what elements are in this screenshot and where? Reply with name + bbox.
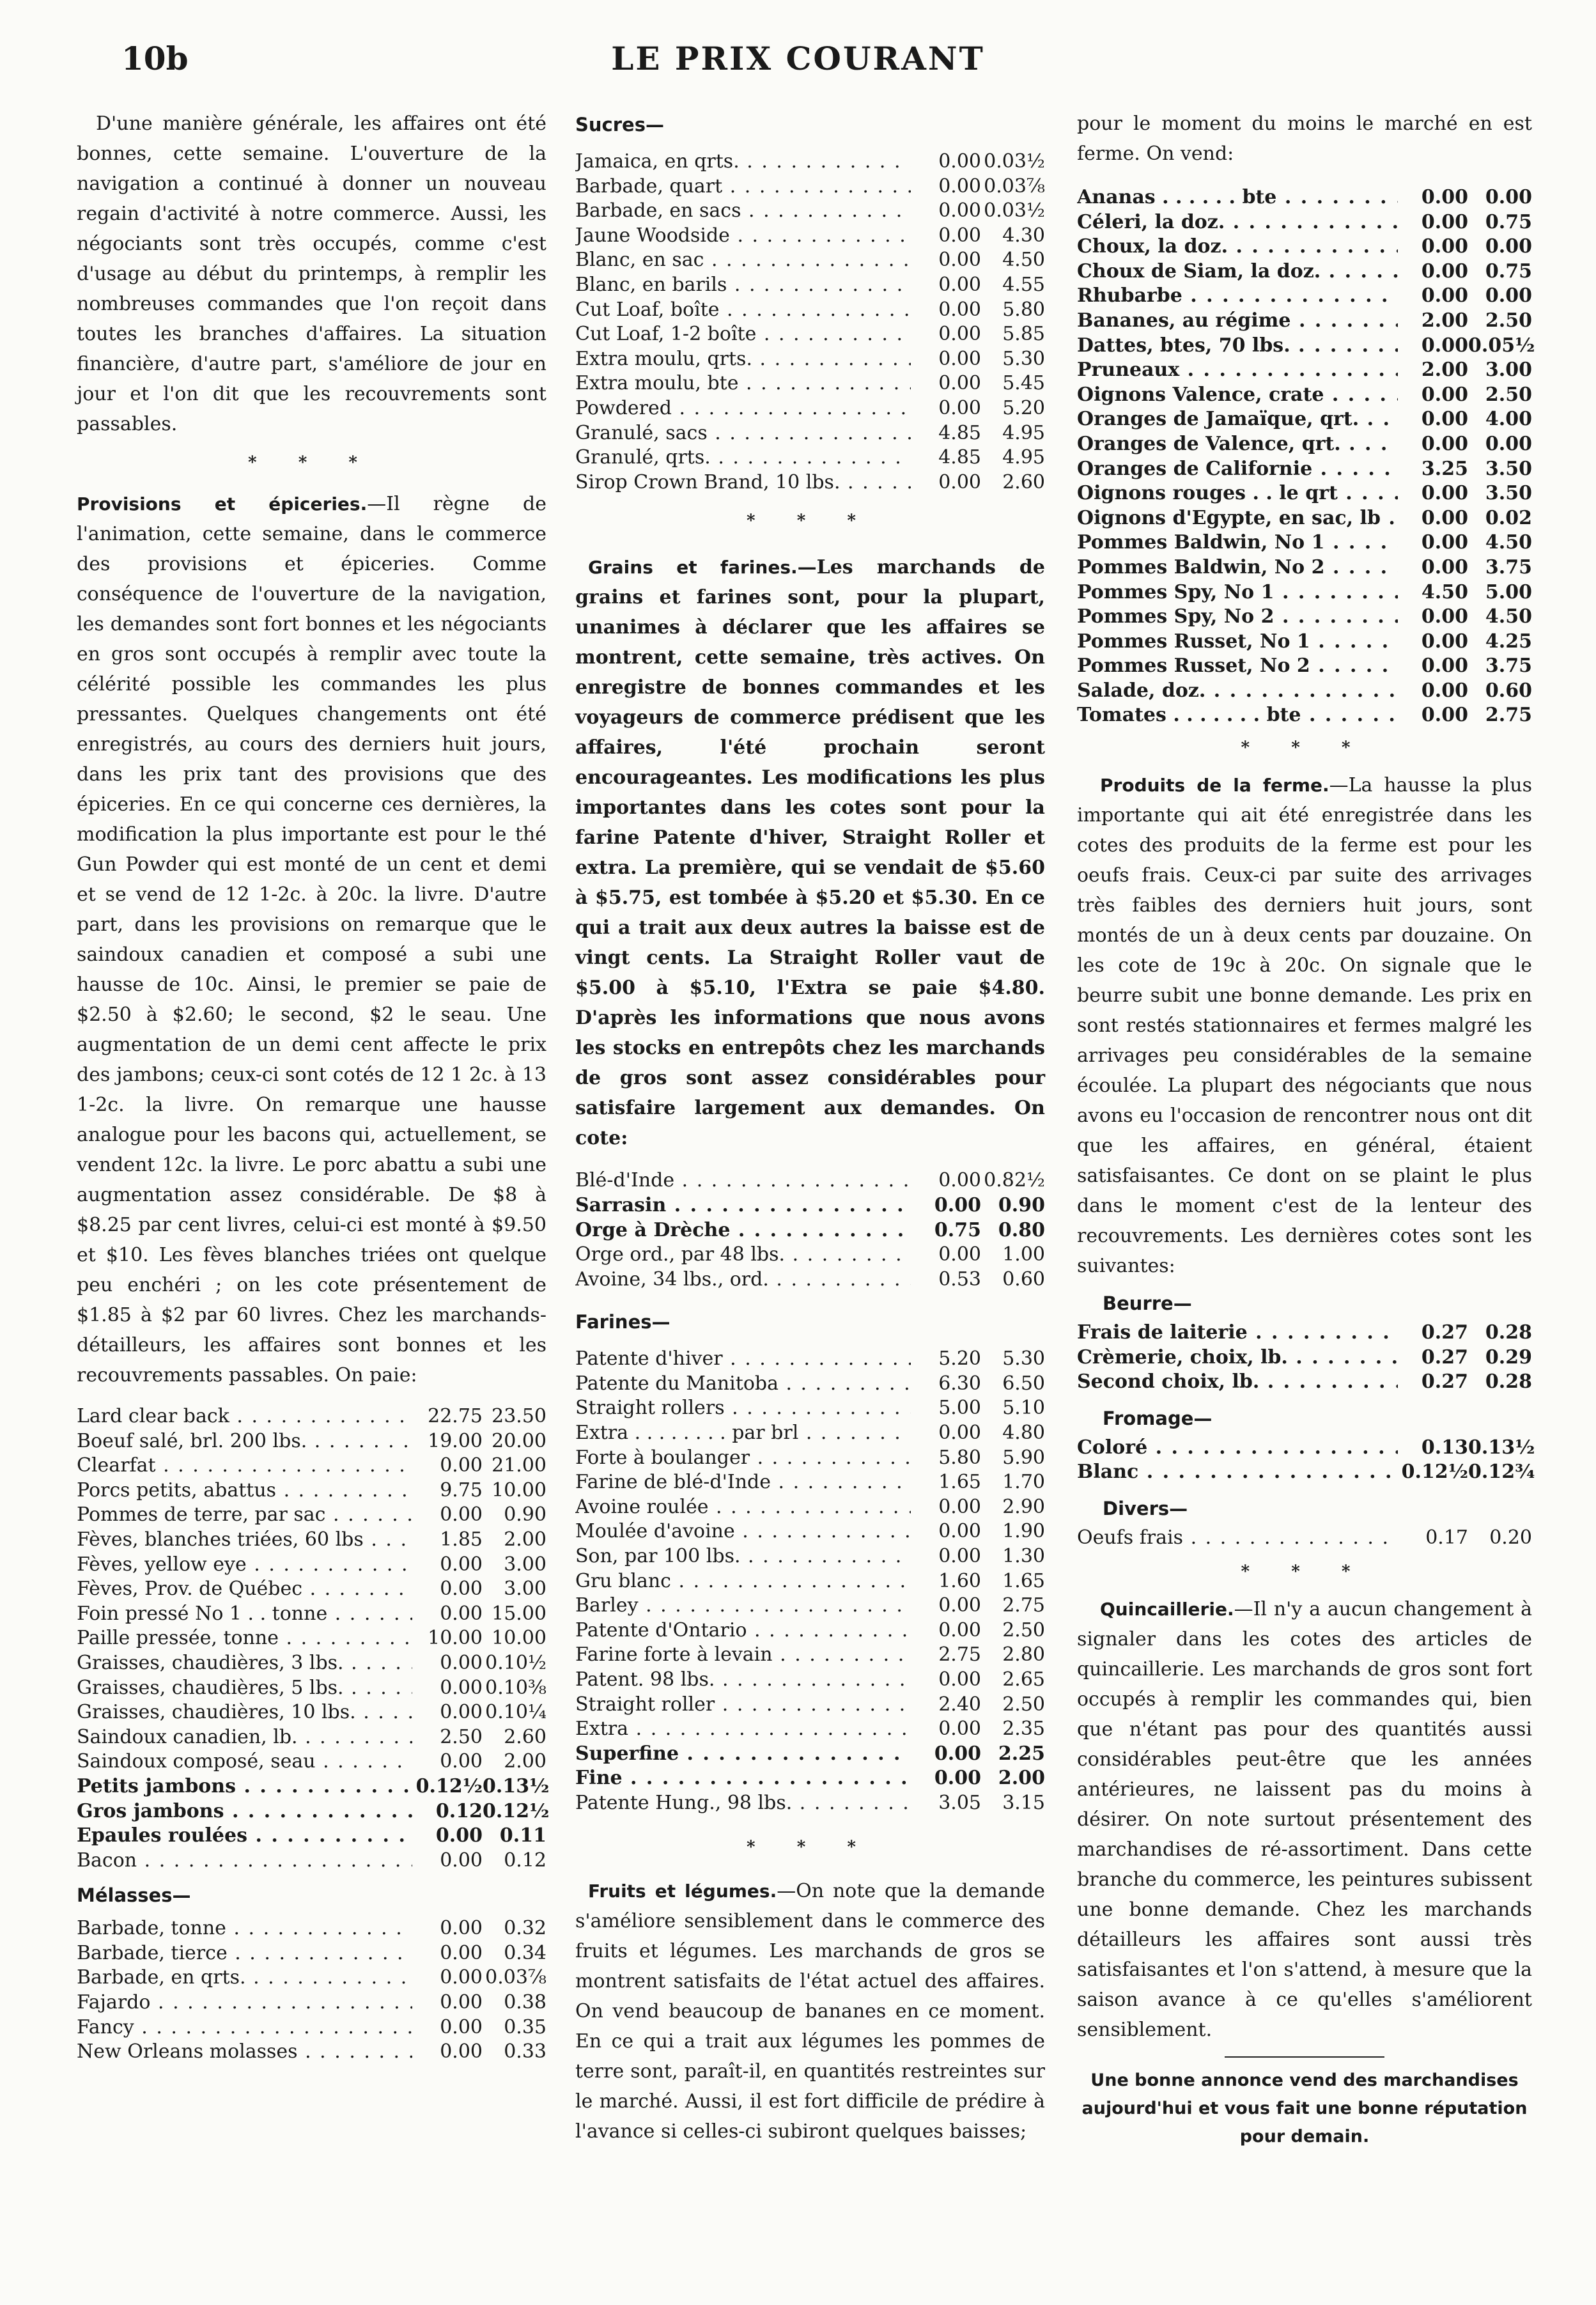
price-row: Pommes Russet, No 2 . . . 0.00 3.75 [1077,654,1532,679]
price-row: Extra . . . 0.00 2.35 [575,1717,1045,1742]
price-row: Bacon . . . 0.00 0.12 [77,1849,546,1874]
divers-heading: Divers— [1103,1498,1188,1520]
price-row: Barbade, quart . . . 0.00 0.03⅞ [575,175,1045,199]
price-row: Oignons Valence, crate . . . 0.00 2.50 [1077,383,1532,408]
fruits-continued: pour le moment du moins le marché en est ferme. On vend: [1077,113,1532,165]
price-row: Patente d'Ontario . . . 0.00 2.50 [575,1618,1045,1643]
beurre-price-table [1077,1321,1532,1395]
fromage-price-table [1077,1436,1535,1485]
price-row: Pommes Russet, No 1 . . . 0.00 4.25 [1077,630,1532,655]
price-row: Blanc, en sac . . . 0.00 4.50 [575,248,1045,273]
price-row: Jaune Woodside . . . 0.00 4.30 [575,224,1045,249]
price-row: Jamaica, en qrts. . . . 0.00 0.03½ [575,150,1045,175]
divider [1225,2056,1384,2058]
price-row: Powdered . . . 0.00 5.20 [575,396,1045,421]
price-row: Son, par 100 lbs. . . . 0.00 1.30 [575,1544,1045,1569]
price-row: Graisses, chaudières, 5 lbs. . . . 0.00 0.10⅜ [77,1676,546,1701]
page-number: 10b [121,40,189,77]
provisions-text: —Il règne de l'animation, cette semaine, dans le commerce des provisions et épiceries. Comme conséquence de l'ouverture de la navigation, les demandes sont fort bonnes et les négociants en gros sont occupés à remplir avec toute la célérité possible les commandes les plus pressantes. Quelques changements ont été enregistrés, au cours des derniers huit jours, dans les prix tant des provisions que des épiceries. En ce qui concerne ces dernières, la modification la plus importante est pour le thé Gun Powder qui est monté de un cent et demi et se vend de 12 1-2c. à 20c. la livre. D'autre part, dans les provisions on remarque que le saindoux canadien et composé a subi une hausse de 10c. Ainsi, le premier se paie de $2.50 à $2.60; le second, $2 le seau. Une augmentation de un demi cent affecte le prix des jambons; ceux-ci sont cotés de 12 1 2c. à 13 1-2c. la livre. On remarque une hausse analogue pour les bacons qui, actuellement, se vendent 12c. la livre. Le porc abattu a subi une augmentation assez considérable. De $8 à $8.25 par cent livres, celui-ci est monté à $9.50 et $10. Les fèves blanches triées ont quelque peu enchéri ; on les cote présentement de $1.85 à $2 par 60 livres. Chez les marchands-détailleurs, les affaires sont bonnes et les recouvrements passables. On paie: [77,493,546,1386]
price-row: Coloré . . . 0.13 0.13½ [1077,1436,1532,1461]
price-row: Straight rollers . . . 5.00 5.10 [575,1396,1045,1421]
fruits-heading: Fruits et légumes. [588,1880,777,1902]
price-row: Tomates . . . . . . . bte . . . 0.00 2.75 [1077,703,1532,728]
section-separator: * * * [1241,1562,1368,1581]
sucres-heading: Sucres— [575,114,664,136]
price-row: Avoine, 34 lbs., ord. . . . 0.53 0.60 [575,1268,1045,1292]
price-row: Farine forte à levain . . . 2.75 2.80 [575,1643,1045,1668]
price-row: Barbade, en qrts. . . . 0.00 0.03⅞ [77,1966,546,1991]
grains-price-table [575,1168,1045,1292]
price-row: Barbade, en sacs . . . 0.00 0.03½ [575,199,1045,224]
price-row: Rhubarbe . . . 0.00 0.00 [1077,284,1532,309]
column-2 [575,109,1045,2146]
melasses-price-table [77,1916,546,2065]
intro-paragraph: D'une manière générale, les affaires ont été bonnes, cette semaine. L'ouverture de la navigation a continué à donner un nouveau regain d'activité à notre commerce. Aussi, les négociants sont très occupés, comme c'est d'usage au début du printemps, à remplir les nombreuses commandes que l'on reçoit dans toutes les branches d'affaires. La situation financière, d'autre part, s'améliore de jour en jour et l'on dit que les recouvrements sont passables. [77,113,546,435]
price-row: Superfine . . . 0.00 2.25 [575,1742,1045,1767]
price-row: Extra moulu, qrts. . . . 0.00 5.30 [575,347,1045,372]
divers-price-table [1077,1526,1532,1551]
fromage-heading: Fromage— [1103,1407,1212,1429]
price-row: Bananes, au régime . . . 2.00 2.50 [1077,309,1532,334]
price-row: Extra moulu, bte . . . 0.00 5.45 [575,371,1045,396]
quincaillerie-text: —Il n'y a aucun changement à signaler dans les cotes des articles de quincaillerie. Les marchands de gros sont fort occupés à remplir les commandes qui, bien que n'étant pas pour des quantités aussi considérables peut-être que les années antérieures, ne laissent pas du moins à désirer. On note surtout présentement des marchandises de ré-assortiment. Dans cette branche du commerce, les peintures subissent une bonne demande. Chez les marchands détailleurs les affaires sont aussi très satisfaisantes et l'on s'attend, à mesure que la saison avance à ce qu'elles s'améliorent sensiblement. [1077,1597,1532,2041]
price-row: Cut Loaf, 1-2 boîte . . . 0.00 5.85 [575,322,1045,347]
price-row: Oignons rouges . . le qrt . . . 0.00 3.50 [1077,481,1532,506]
price-row: Graisses, chaudières, 10 lbs. . . . 0.00 0.10¼ [77,1700,546,1725]
price-row: Barbade, tierce . . . 0.00 0.34 [77,1941,546,1966]
sucres-price-table [575,150,1045,495]
price-row: Choux, la doz. . . . 0.00 0.00 [1077,235,1532,260]
price-row: Fine . . . 0.00 2.00 [575,1766,1045,1791]
price-row: Orge à Drèche . . . 0.75 0.80 [575,1218,1045,1243]
grains-text: —Les marchands de grains et farines sont, pour la plupart, unanimes à déclarer que les affaires se montrent, cette semaine, très actives. On enregistre de bonnes commandes et les voyageurs de commerce prédisent que les affaires, l'été prochain seront encourageantes. Les modifications les plus importantes dans les cotes sont pour la farine Patente d'hiver, Straight Roller et extra. La première, qui se vendait de $5.60 à $5.75, est tombée à $5.20 et $5.30. En ce qui a trait aux deux autres la baisse est de vingt cents. La Straight Roller vaut de $5.00 à $5.10, l'Extra se paie $4.80. D'après les informations que nous avons les stocks en entrepôts chez les marchands de gros sont assez considérables pour satisfaire largement aux demandes. On cote: [575,556,1045,1150]
grains-paragraph [575,552,1045,1153]
fruits-paragraph [575,1876,1045,2146]
price-row: Céleri, la doz. . . . 0.00 0.75 [1077,210,1532,235]
price-row: Clearfat . . . 0.00 21.00 [77,1454,546,1478]
price-row: Avoine roulée . . . 0.00 2.90 [575,1495,1045,1520]
price-row: Pommes Spy, No 1 . . . 4.50 5.00 [1077,580,1532,605]
quincaillerie-heading: Quincaillerie. [1100,1598,1234,1620]
price-row: Fèves, Prov. de Québec . . . 0.00 3.00 [77,1577,546,1602]
price-row: Blé-d'Inde . . . 0.00 0.82½ [575,1168,1045,1193]
price-row: Pruneaux . . . 2.00 3.00 [1077,358,1532,383]
price-row: Sirop Crown Brand, 10 lbs. . . . 0.00 2.60 [575,470,1045,495]
price-row: Epaules roulées . . . 0.00 0.11 [77,1824,546,1849]
price-row: Boeuf salé, brl. 200 lbs. . . . 19.00 20.00 [77,1429,546,1454]
page-title: LE PRIX COURANT [611,40,985,77]
beurre-heading: Beurre— [1103,1292,1192,1315]
grains-heading: Grains et farines. [588,557,798,578]
price-row: Patente d'hiver . . . 5.20 5.30 [575,1347,1045,1372]
column-1 [77,109,550,2065]
price-row: Oignons d'Egypte, en sac, lb . . . 0.00 0.02 [1077,506,1532,531]
fruits-text: —On note que la demande s'améliore sensiblement dans le commerce des fruits et légumes. Les marchands de gros se montrent satisfaits de l'état actuel des affaires. On vend beaucoup de bananes en ce moment. En ce qui a trait aux légumes les pommes de terre sont, paraît-il, en quantités restreintes sur le marché. Aussi, il est fort difficile de prédire à l'avance si celles-ci subiront quelques baisses; [575,1879,1045,2143]
provisions-heading: Provisions et épiceries. [77,493,368,515]
price-row: Foin pressé No 1 . . tonne . . . 0.00 15.00 [77,1602,546,1627]
price-row: Choux de Siam, la doz. . . . 0.00 0.75 [1077,260,1532,284]
price-row: Fèves, yellow eye . . . 0.00 3.00 [77,1553,546,1578]
price-row: Frais de laiterie . . . 0.27 0.28 [1077,1321,1532,1346]
section-separator: * * * [747,511,874,531]
price-row: Paille pressée, tonne . . . 10.00 10.00 [77,1626,546,1651]
ferme-text: —La hausse la plus importante qui ait été enregistrée dans les cotes des produits de la ferme est pour les oeufs frais. Ceux-ci par suite des arrivages très faibles des derniers huit jours, sont montés de un à deux cents par douzaine. On les cote de 19c à 20c. On signale que le beurre subit une bonne demande. Les prix en sont restés stationnaires et fermes malgré les arrivages peu considérables de la semaine écoulée. La plupart des négociants que nous avons eu l'occasion de rencontrer nous ont dit que les affaires, en général, étaient satisfaisantes. Ce dont on se plaint le plus dans le moment c'est de la lenteur des recouvrements. Les dernières cotes sont les suivantes: [1077,774,1532,1278]
price-row: Patente Hung., 98 lbs. . . . 3.05 3.15 [575,1791,1045,1816]
ferme-paragraph [1077,770,1532,1281]
price-row: Ananas . . . . . . bte . . . 0.00 0.00 [1077,185,1532,210]
price-row: Porcs petits, abattus . . . 9.75 10.00 [77,1478,546,1503]
price-row: Gru blanc . . . 1.60 1.65 [575,1569,1045,1594]
price-row: Orge ord., par 48 lbs. . . . 0.00 1.00 [575,1243,1045,1268]
price-row: Pommes Spy, No 2 . . . 0.00 4.50 [1077,605,1532,630]
provisions-paragraph [77,489,546,1390]
price-row: Graisses, chaudières, 3 lbs. . . . 0.00 0.10½ [77,1651,546,1676]
price-row: Patent. 98 lbs. . . . 0.00 2.65 [575,1668,1045,1693]
closing-note: Une bonne annonce vend des marchandises aujourd'hui et vous fait une bonne réputation pour demain. [1081,2070,1528,2146]
price-row: Dattes, btes, 70 lbs. . . . 0.00 0.05½ [1077,334,1532,359]
section-separator: * * * [248,453,375,472]
price-row: Cut Loaf, boîte . . . 0.00 5.80 [575,298,1045,323]
price-row: Saindoux canadien, lb. . . . 2.50 2.60 [77,1725,546,1750]
column-3 [1077,109,1535,2151]
price-row: Fancy . . . 0.00 0.35 [77,2015,546,2040]
price-row: Blanc, en barils . . . 0.00 4.55 [575,273,1045,298]
price-row: Sarrasin . . . 0.00 0.90 [575,1193,1045,1218]
price-row: Pommes Baldwin, No 2 . . . 0.00 3.75 [1077,555,1532,580]
price-row: Lard clear back . . . 22.75 23.50 [77,1404,546,1429]
price-row: Patente du Manitoba . . . 6.30 6.50 [575,1372,1045,1397]
price-row: Gros jambons . . . 0.12 0.12½ [77,1799,546,1824]
provisions-price-table [77,1404,550,1873]
price-row: Barbade, tonne . . . 0.00 0.32 [77,1916,546,1941]
price-row: Fajardo . . . 0.00 0.38 [77,1991,546,2015]
section-separator: * * * [747,1837,874,1857]
price-row: Oranges de Californie . . . 3.25 3.50 [1077,457,1532,482]
quincaillerie-paragraph [1077,1594,1532,2045]
price-row: Saindoux composé, seau . . . 0.00 2.00 [77,1750,546,1774]
price-row: Pommes de terre, par sac . . . 0.00 0.90 [77,1503,546,1528]
price-row: Granulé, sacs . . . 4.85 4.95 [575,421,1045,446]
price-row: Oeufs frais . . . 0.17 0.20 [1077,1526,1532,1551]
price-row: Salade, doz. . . . 0.00 0.60 [1077,679,1532,704]
price-row: Oranges de Valence, qrt. . . . 0.00 0.00 [1077,432,1532,457]
melasses-heading: Mélasses— [77,1884,191,1907]
price-row: Crèmerie, choix, lb. . . . 0.27 0.29 [1077,1346,1532,1370]
price-row: Oranges de Jamaïque, qrt. . . . 0.00 4.00 [1077,407,1532,432]
price-row: Fèves, blanches triées, 60 lbs . . . 1.85 2.00 [77,1528,546,1553]
section-separator: * * * [1241,738,1368,758]
ferme-heading: Produits de la ferme. [1100,775,1329,796]
farines-heading: Farines— [575,1311,670,1333]
price-row: Petits jambons . . . 0.12½ 0.13½ [77,1774,546,1799]
price-row: Straight roller . . . 2.40 2.50 [575,1693,1045,1718]
price-row: Pommes Baldwin, No 1 . . . 0.00 4.50 [1077,531,1532,555]
price-row: New Orleans molasses . . . 0.00 0.33 [77,2040,546,2065]
price-row: Moulée d'avoine . . . 0.00 1.90 [575,1519,1045,1544]
farines-price-table [575,1347,1045,1815]
price-row: Granulé, qrts. . . . 4.85 4.95 [575,446,1045,470]
price-row: Blanc . . . 0.12½ 0.12¾ [1077,1460,1532,1485]
price-row: Forte à boulanger . . . 5.80 5.90 [575,1446,1045,1471]
fruits-price-table [1077,185,1535,728]
price-row: Extra . . . . . . . . par brl . . . 0.00 4.80 [575,1421,1045,1446]
price-row: Second choix, lb. . . . 0.27 0.28 [1077,1370,1532,1395]
price-row: Barley . . . 0.00 2.75 [575,1594,1045,1618]
price-row: Farine de blé-d'Inde . . . 1.65 1.70 [575,1470,1045,1495]
